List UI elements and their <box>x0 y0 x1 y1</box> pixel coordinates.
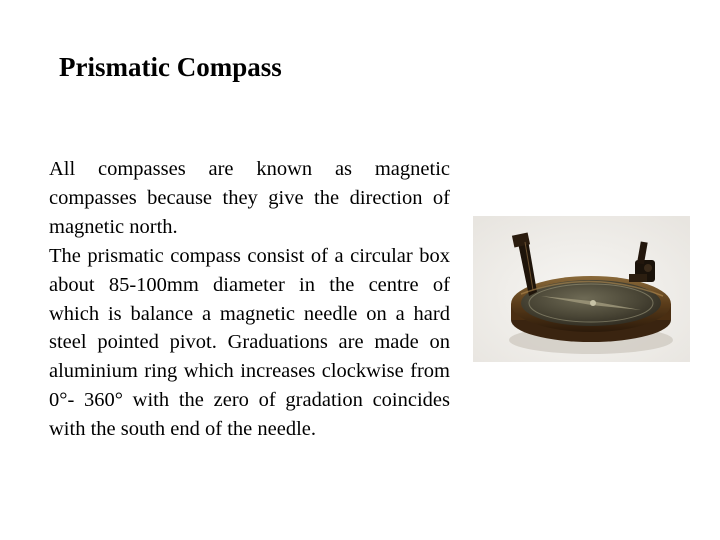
prism-bracket <box>629 274 647 282</box>
paragraph-description: The prismatic compass consist of a circular box about 85-100mm diameter in the centre of which is balance a magnetic needle on a hard steel pointed pivot. Graduations are made on aluminium ring which increases clockwise from 0°- 360° with the zero of gradation coincides with the south end of the needle. <box>49 244 450 441</box>
body-text <box>49 155 450 444</box>
needle-pivot <box>590 300 596 306</box>
prism-knob <box>644 264 652 272</box>
paragraph-intro: All compasses are known as magnetic compasses because they give the direction of magnetic north. <box>49 158 450 238</box>
compass-photo <box>473 216 690 362</box>
slide-title: Prismatic Compass <box>59 52 282 82</box>
prismatic-compass-image <box>473 216 690 362</box>
